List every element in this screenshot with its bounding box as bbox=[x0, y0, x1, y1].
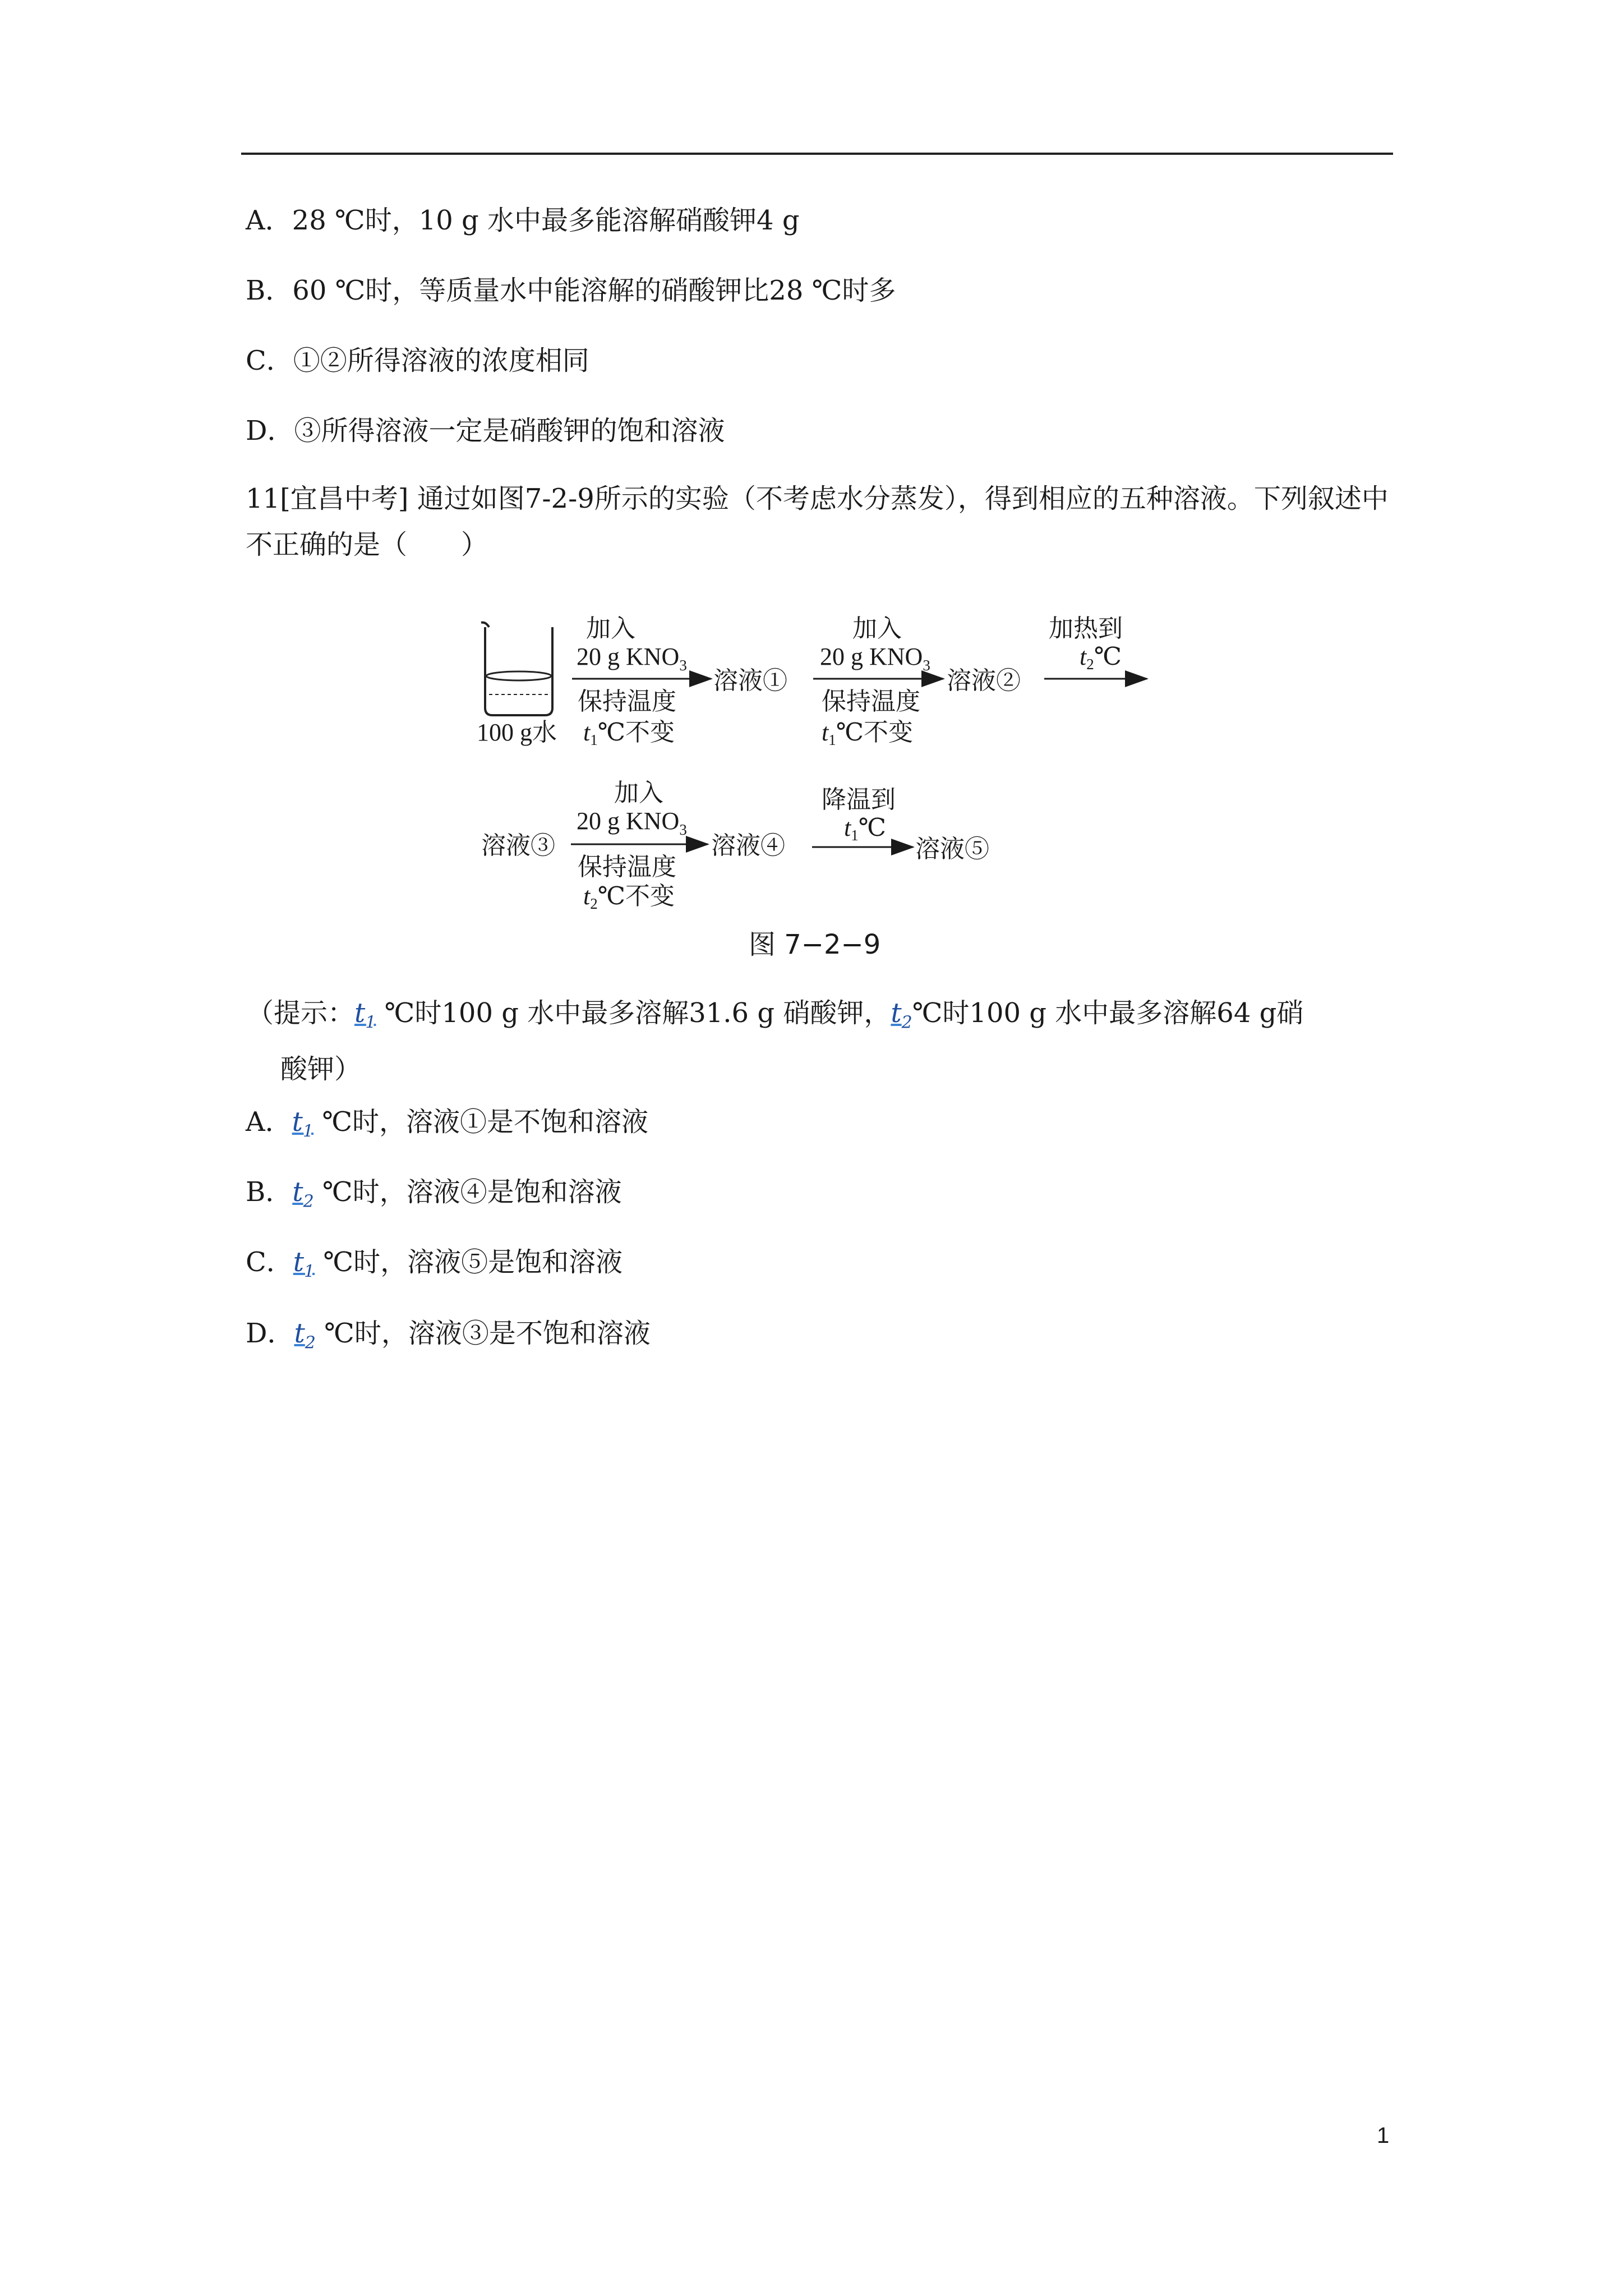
arrow1-kno3: 20 g $KNO_3$ bbox=[577, 643, 687, 674]
solution-5: 溶液⑤ bbox=[915, 835, 989, 863]
answer-b: B．$t_2$ ℃时，溶液④是饱和溶液 bbox=[246, 1176, 622, 1212]
arrow3-temp: t2℃ bbox=[1080, 643, 1122, 673]
t2-link[interactable]: $t_2$ bbox=[292, 1176, 314, 1212]
t1-link[interactable]: $t_1$ bbox=[354, 997, 376, 1033]
answer-d: D．$t_2$ ℃时，溶液③是不饱和溶液 bbox=[246, 1318, 651, 1353]
arrow4-keep-temp: 保持温度 bbox=[578, 853, 676, 881]
arrow2-add: 加入 bbox=[852, 615, 902, 642]
option-prev-b: B．60 ℃时，等质量水中能溶解的硝酸钾比28 ℃时多 bbox=[246, 275, 896, 306]
arrow4-kno3: 20 g $KNO_3$ bbox=[577, 807, 687, 838]
option-prev-d: D．③所得溶液一定是硝酸钾的饱和溶液 bbox=[246, 415, 725, 447]
arrow3-heat: 加热到 bbox=[1049, 615, 1123, 642]
t1-link[interactable]: $t_1$ bbox=[293, 1246, 315, 1282]
water-label: 100 g水 bbox=[477, 719, 557, 746]
page-number: 1 bbox=[1377, 2123, 1390, 2148]
hint: （提示：$t_1$ ℃时100 g 水中最多溶解31.6 g 硝酸钾，$t_2℃$时100 g 水中最多溶解64 g硝 酸钾） bbox=[247, 997, 1304, 1085]
option-prev-c: C．①②所得溶液的浓度相同 bbox=[246, 345, 589, 376]
arrow5-cool: 降温到 bbox=[822, 786, 896, 813]
question-11: 11[宜昌中考] 通过如图7-2-9所示的实验（不考虑水分蒸发），得到相应的五种溶液。下列叙述中不正确的是（ ） bbox=[246, 483, 1389, 560]
t2-link[interactable]: $t_2$ bbox=[891, 997, 912, 1033]
arrow2-keep-temp: 保持温度 bbox=[822, 688, 920, 715]
arrow4-temp-cond: t2℃不变 bbox=[583, 882, 675, 912]
arrow4-add: 加入 bbox=[614, 779, 663, 807]
solution-3: 溶液③ bbox=[481, 832, 555, 859]
solution-1: 溶液① bbox=[713, 667, 787, 694]
option-prev-a: A．28 ℃时，10 g 水中最多能溶解硝酸钾4 g bbox=[246, 205, 800, 236]
figure-caption: 图 7−2−9 bbox=[749, 929, 881, 960]
arrow2-temp-cond: t1℃不变 bbox=[822, 719, 913, 748]
arrow5-temp: t1℃ bbox=[844, 814, 886, 844]
arrow1-add: 加入 bbox=[586, 615, 635, 642]
arrow1-temp-cond: t1℃不变 bbox=[583, 719, 675, 748]
solution-2: 溶液② bbox=[947, 667, 1021, 694]
arrow2-kno3: 20 g $KNO_3$ bbox=[820, 643, 930, 674]
arrow1-keep-temp: 保持温度 bbox=[578, 688, 676, 715]
answer-c: C．$t_1$ ℃时，溶液⑤是饱和溶液 bbox=[246, 1246, 623, 1282]
t2-link[interactable]: $t_2$ bbox=[294, 1318, 316, 1353]
beaker-icon bbox=[481, 623, 552, 715]
solution-4: 溶液④ bbox=[711, 832, 785, 859]
t1-link[interactable]: $t_1$ bbox=[292, 1106, 314, 1142]
answer-a: A．$t_1$ ℃时，溶液①是不饱和溶液 bbox=[246, 1106, 649, 1142]
